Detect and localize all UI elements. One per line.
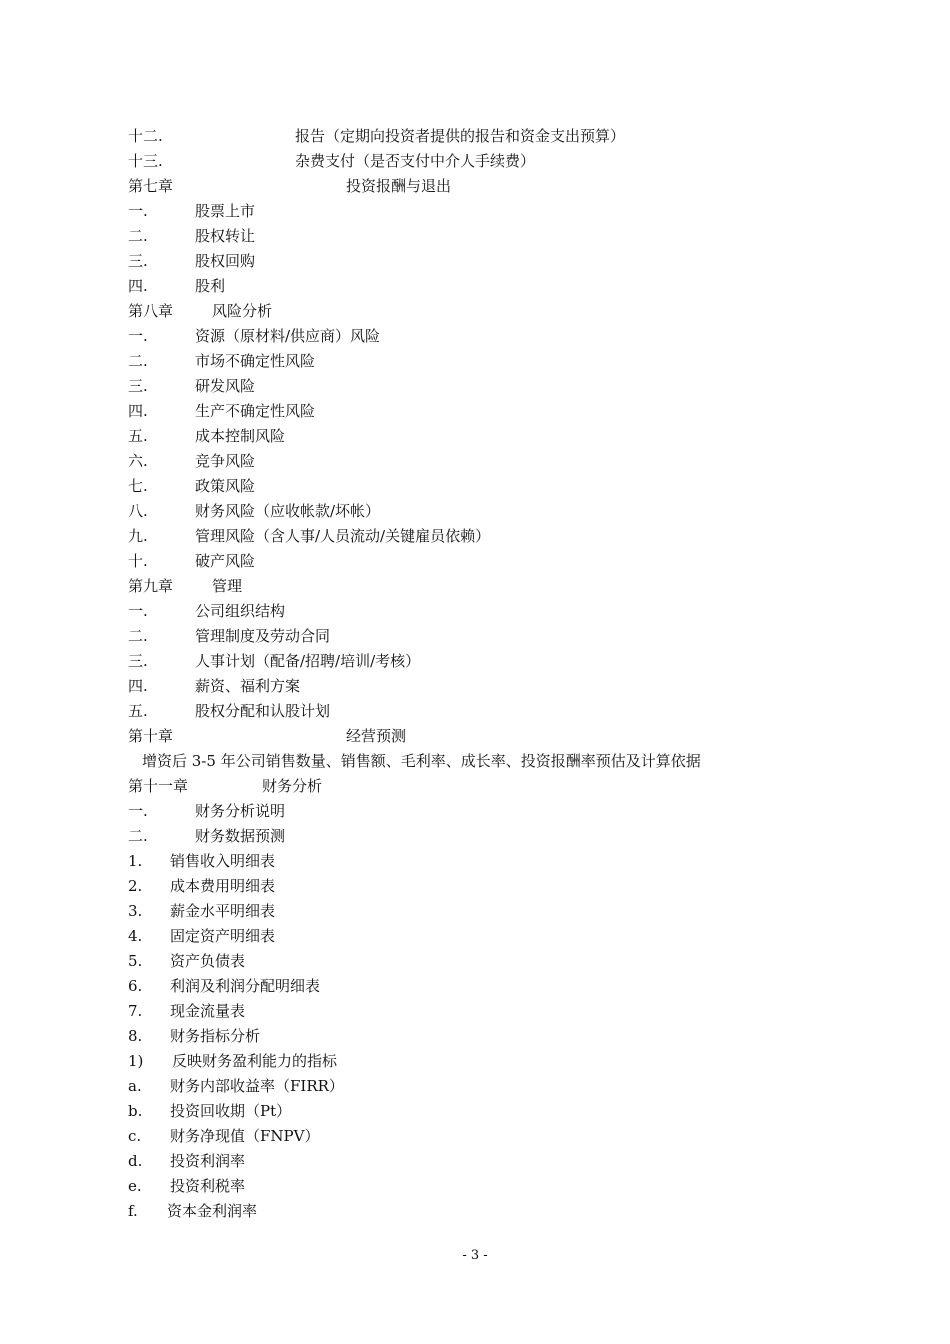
outline-text: 财务指标分析 bbox=[170, 1027, 261, 1045]
outline-line bbox=[0, 1149, 950, 1174]
outline-number: 四. bbox=[128, 677, 148, 695]
outline-number: 第七章 bbox=[128, 177, 174, 195]
outline-number: 四. bbox=[128, 402, 148, 420]
outline-number: 5. bbox=[128, 952, 143, 970]
outline-text: 杂费支付（是否支付中介人手续费） bbox=[295, 152, 536, 170]
outline-text: 报告（定期向投资者提供的报告和资金支出预算） bbox=[295, 127, 626, 145]
outline-line bbox=[0, 274, 950, 299]
outline-line bbox=[0, 799, 950, 824]
outline-number: 三. bbox=[128, 652, 148, 670]
outline-number: 十二. bbox=[128, 127, 163, 145]
outline-text: 管理风险（含人事/人员流动/关键雇员依赖） bbox=[195, 527, 491, 545]
outline-text: 投资利税率 bbox=[170, 1177, 246, 1195]
outline-text: 股权回购 bbox=[195, 252, 256, 270]
outline-number: 一. bbox=[128, 602, 148, 620]
outline-number: 第十章 bbox=[128, 727, 174, 745]
outline-number: 十三. bbox=[128, 152, 163, 170]
outline-line bbox=[0, 249, 950, 274]
outline-line bbox=[0, 699, 950, 724]
outline-text: 反映财务盈利能力的指标 bbox=[172, 1052, 338, 1070]
outline-line bbox=[0, 324, 950, 349]
outline-number: 一. bbox=[128, 202, 148, 220]
outline-line bbox=[0, 199, 950, 224]
outline-text: 管理制度及劳动合同 bbox=[195, 627, 331, 645]
outline-number: e. bbox=[128, 1177, 142, 1195]
outline-number: d. bbox=[128, 1152, 143, 1170]
outline-number: 二. bbox=[128, 627, 148, 645]
outline-line bbox=[0, 824, 950, 849]
outline-number: 九. bbox=[128, 527, 148, 545]
outline-line bbox=[0, 349, 950, 374]
outline-text: 资产负债表 bbox=[170, 952, 246, 970]
outline-text: 资本金利润率 bbox=[167, 1202, 258, 1220]
outline-text: 薪金水平明细表 bbox=[170, 902, 276, 920]
outline-line bbox=[0, 299, 950, 324]
outline-number: 第九章 bbox=[128, 577, 174, 595]
outline-line bbox=[0, 649, 950, 674]
outline-line bbox=[0, 174, 950, 199]
outline-number: 四. bbox=[128, 277, 148, 295]
outline-text: 销售收入明细表 bbox=[170, 852, 276, 870]
outline-number: 二. bbox=[128, 227, 148, 245]
outline-line bbox=[0, 424, 950, 449]
outline-text: 财务内部收益率（FIRR） bbox=[170, 1077, 344, 1095]
outline-text: 股利 bbox=[195, 277, 226, 295]
outline-number: 六. bbox=[128, 452, 148, 470]
outline-number: 三. bbox=[128, 377, 148, 395]
outline-line bbox=[0, 449, 950, 474]
outline-text: 资源（原材料/供应商）风险 bbox=[195, 327, 381, 345]
outline-text: 财务分析说明 bbox=[195, 802, 286, 820]
outline-text: 财务净现值（FNPV） bbox=[170, 1127, 320, 1145]
outline-line bbox=[0, 499, 950, 524]
outline-line bbox=[0, 774, 950, 799]
outline-text: 财务风险（应收帐款/坏帐） bbox=[195, 502, 381, 520]
outline-text: 股权分配和认股计划 bbox=[195, 702, 331, 720]
outline-number: 一. bbox=[128, 802, 148, 820]
outline-line bbox=[0, 849, 950, 874]
outline-number: 第十一章 bbox=[128, 777, 189, 795]
outline-line bbox=[0, 149, 950, 174]
outline-text: 生产不确定性风险 bbox=[195, 402, 316, 420]
outline-text: 现金流量表 bbox=[170, 1002, 246, 1020]
outline-line bbox=[0, 999, 950, 1024]
outline-line bbox=[0, 924, 950, 949]
outline-number: 二. bbox=[128, 352, 148, 370]
outline-text: 成本费用明细表 bbox=[170, 877, 276, 895]
outline-number: 3. bbox=[128, 902, 143, 920]
outline-line bbox=[0, 1124, 950, 1149]
outline-number: 一. bbox=[128, 327, 148, 345]
outline-line bbox=[0, 724, 950, 749]
outline-line bbox=[0, 1174, 950, 1199]
outline-number: 7. bbox=[128, 1002, 143, 1020]
outline-line bbox=[0, 1199, 950, 1224]
outline-number: 1) bbox=[128, 1052, 144, 1070]
page-number: - 3 - bbox=[462, 1248, 488, 1263]
outline-text: 破产风险 bbox=[195, 552, 256, 570]
outline-text: 成本控制风险 bbox=[195, 427, 286, 445]
outline-line bbox=[0, 624, 950, 649]
outline-line bbox=[0, 1024, 950, 1049]
outline-line bbox=[0, 399, 950, 424]
outline-text: 竞争风险 bbox=[195, 452, 256, 470]
outline-line bbox=[0, 899, 950, 924]
outline-text: 股票上市 bbox=[195, 202, 256, 220]
outline-text: 财务数据预测 bbox=[195, 827, 286, 845]
outline-text: 财务分析 bbox=[262, 777, 323, 795]
outline-text: 增资后 3-5 年公司销售数量、销售额、毛利率、成长率、投资报酬率预估及计算依据 bbox=[142, 752, 701, 770]
outline-line bbox=[0, 224, 950, 249]
outline-text: 投资回收期（Pt） bbox=[170, 1102, 292, 1120]
outline-text: 薪资、福利方案 bbox=[195, 677, 301, 695]
outline-number: b. bbox=[128, 1102, 143, 1120]
outline-line bbox=[0, 1074, 950, 1099]
outline-text: 政策风险 bbox=[195, 477, 256, 495]
outline-number: 八. bbox=[128, 502, 148, 520]
outline-text: 投资报酬与退出 bbox=[346, 177, 452, 195]
outline-line bbox=[0, 574, 950, 599]
outline-text: 利润及利润分配明细表 bbox=[170, 977, 321, 995]
outline-line bbox=[0, 474, 950, 499]
outline-text: 研发风险 bbox=[195, 377, 256, 395]
outline-number: 4. bbox=[128, 927, 143, 945]
outline-number: 1. bbox=[128, 852, 143, 870]
outline-line bbox=[0, 549, 950, 574]
outline-number: 七. bbox=[128, 477, 148, 495]
outline-line bbox=[0, 749, 950, 774]
outline-line bbox=[0, 1049, 950, 1074]
outline-number: a. bbox=[128, 1077, 142, 1095]
outline-number: 第八章 bbox=[128, 302, 174, 320]
outline-number: 2. bbox=[128, 877, 143, 895]
outline-line bbox=[0, 949, 950, 974]
outline-number: 二. bbox=[128, 827, 148, 845]
outline-line bbox=[0, 1099, 950, 1124]
outline-text: 市场不确定性风险 bbox=[195, 352, 316, 370]
outline-text: 股权转让 bbox=[195, 227, 256, 245]
outline-line bbox=[0, 374, 950, 399]
outline-number: c. bbox=[128, 1127, 142, 1145]
outline-number: 8. bbox=[128, 1027, 143, 1045]
outline-number: 三. bbox=[128, 252, 148, 270]
outline-line bbox=[0, 874, 950, 899]
outline-text: 公司组织结构 bbox=[195, 602, 286, 620]
outline-text: 风险分析 bbox=[212, 302, 273, 320]
outline-number: f. bbox=[128, 1202, 138, 1220]
outline-text: 人事计划（配备/招聘/培训/考核） bbox=[195, 652, 421, 670]
outline-number: 五. bbox=[128, 702, 148, 720]
outline-text: 固定资产明细表 bbox=[170, 927, 276, 945]
outline-line bbox=[0, 124, 950, 149]
outline-line bbox=[0, 599, 950, 624]
outline-text: 投资利润率 bbox=[170, 1152, 246, 1170]
outline-text: 管理 bbox=[212, 577, 243, 595]
outline-line bbox=[0, 674, 950, 699]
outline-number: 6. bbox=[128, 977, 143, 995]
outline-number: 五. bbox=[128, 427, 148, 445]
outline-line bbox=[0, 524, 950, 549]
outline-number: 十. bbox=[128, 552, 148, 570]
outline-line bbox=[0, 974, 950, 999]
outline-text: 经营预测 bbox=[346, 727, 407, 745]
